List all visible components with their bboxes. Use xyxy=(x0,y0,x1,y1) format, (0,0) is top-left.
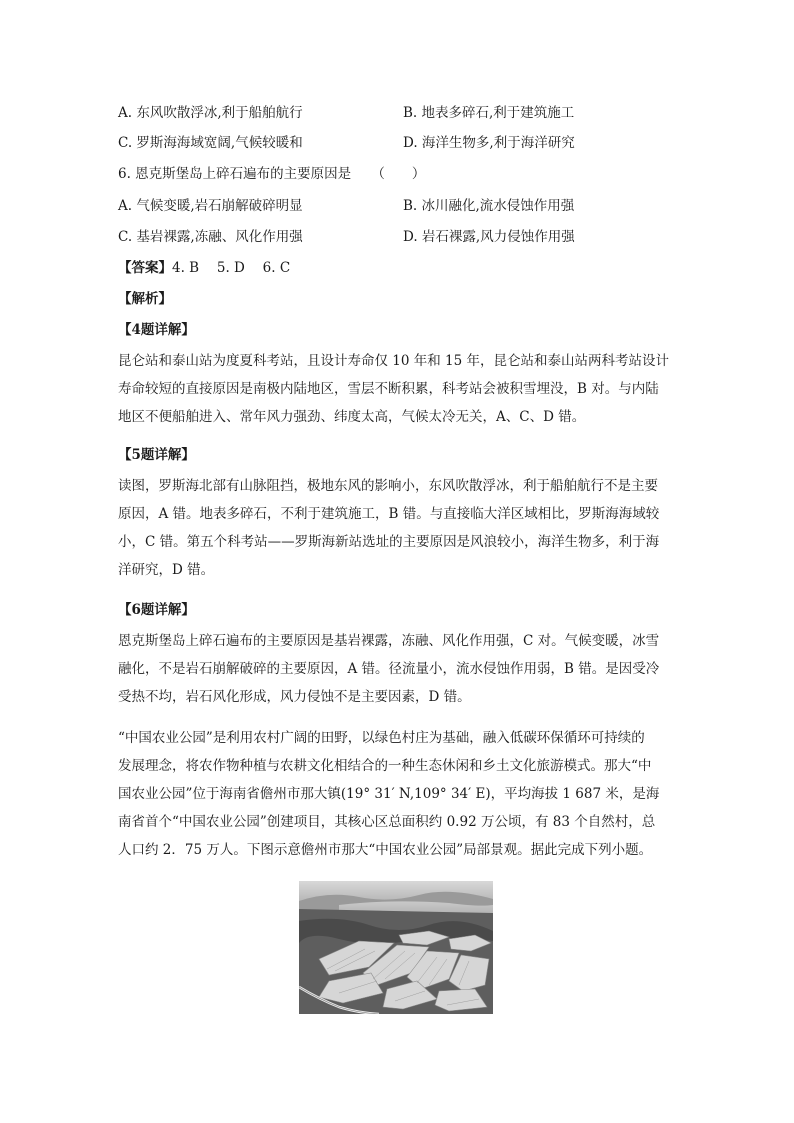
detail5-paragraph xyxy=(118,472,678,584)
q6-stem: 6. 恩克斯堡岛上碎石遍布的主要原因是 （ ） xyxy=(118,166,426,182)
detail6-line: 恩克斯堡岛上碎石遍布的主要原因是基岩裸露，冻融、风化作用强，C 对。气候变暖，冰雪 xyxy=(118,633,660,649)
detail4-label: 【4题详解】 xyxy=(118,322,195,338)
aerial-farmland-photo-icon xyxy=(299,881,493,1014)
detail4-line: 地区不便船舶进入、常年风力强劲、纬度太高，气候太冷无关，A、C、D 错。 xyxy=(118,409,586,425)
intro-line: 国农业公园”位于海南省儋州市那大镇(19° 31′ N,109° 34′ E)，平均海拔 1 687 米，是海 xyxy=(118,786,660,802)
q6-option-a: A. 气候变暖,岩石崩解破碎明显 xyxy=(118,198,303,214)
aerial-farmland-photo xyxy=(299,881,493,1014)
q6-option-c: C. 基岩裸露,冻融、风化作用强 xyxy=(118,229,303,245)
detail4-line: 昆仑站和泰山站为度夏科考站，且设计寿命仅 10 年和 15 年，昆仑站和泰山站两科考站设计 xyxy=(118,353,670,369)
q5-option-row-1 xyxy=(118,101,678,125)
intro-paragraph xyxy=(118,724,678,864)
detail5-label: 【5题详解】 xyxy=(118,447,195,463)
q5-option-row-2 xyxy=(118,131,678,155)
detail6-line: 受热不均，岩石风化形成，风力侵蚀不是主要因素，D 错。 xyxy=(118,689,471,705)
detail6-line: 融化，不是岩石崩解破碎的主要原因，A 错。径流量小，流水侵蚀作用弱，B 错。是因受冷 xyxy=(118,661,660,677)
q5-option-b: B. 地表多碎石,利于建筑施工 xyxy=(403,105,575,121)
q6-option-d: D. 岩石裸露,风力侵蚀作用强 xyxy=(403,229,575,245)
detail5-line: 原因，A 错。地表多碎石，不利于建筑施工，B 错。与直接临大洋区域相比，罗斯海海域较 xyxy=(118,506,660,522)
detail5-line: 洋研究，D 错。 xyxy=(118,562,215,578)
q5-option-a: A. 东风吹散浮冰,利于船舶航行 xyxy=(118,105,303,121)
answer-value: 4. B 5. D 6. C xyxy=(172,260,291,276)
intro-line: 人口约 2．75 万人。下图示意儋州市那大“中国农业公园”局部景观。据此完成下列小题。 xyxy=(118,842,653,858)
q6-option-row-1 xyxy=(118,194,678,218)
detail6-paragraph xyxy=(118,627,678,711)
q5-option-c: C. 罗斯海海域宽阔,气候较暖和 xyxy=(118,135,303,151)
detail6-label: 【6题详解】 xyxy=(118,602,195,618)
detail5-line: 读图，罗斯海北部有山脉阻挡，极地东风的影响小，东风吹散浮冰，利于船舶航行不是主要 xyxy=(118,478,658,494)
q6-option-b: B. 冰川融化,流水侵蚀作用强 xyxy=(403,198,575,214)
q6-option-row-2 xyxy=(118,225,678,249)
intro-line: 发展理念，将农作物种植与农耕文化相结合的一种生态休闲和乡土文化旅游模式。那大“中 xyxy=(118,758,652,774)
intro-line: “中国农业公园”是利用农村广阔的田野，以绿色村庄为基础，融入低碳环保循环可持续的 xyxy=(118,730,645,746)
answer-label: 【答案】 xyxy=(118,260,172,276)
detail5-line: 小，C 错。第五个科考站——罗斯海新站选址的主要原因是风浪较小，海洋生物多，利于海 xyxy=(118,534,660,550)
q5-option-d: D. 海洋生物多,利于海洋研究 xyxy=(403,135,575,151)
intro-line: 南省首个“中国农业公园”创建项目，其核心区总面积约 0.92 万公顷，有 83 个自然村，总 xyxy=(118,814,656,830)
analysis-label: 【解析】 xyxy=(118,291,172,307)
detail4-line: 寿命较短的直接原因是南极内陆地区，雪层不断积累，科考站会被积雪埋没，B 对。与内陆 xyxy=(118,381,659,397)
answer-line xyxy=(118,256,678,280)
detail4-paragraph xyxy=(118,347,678,431)
